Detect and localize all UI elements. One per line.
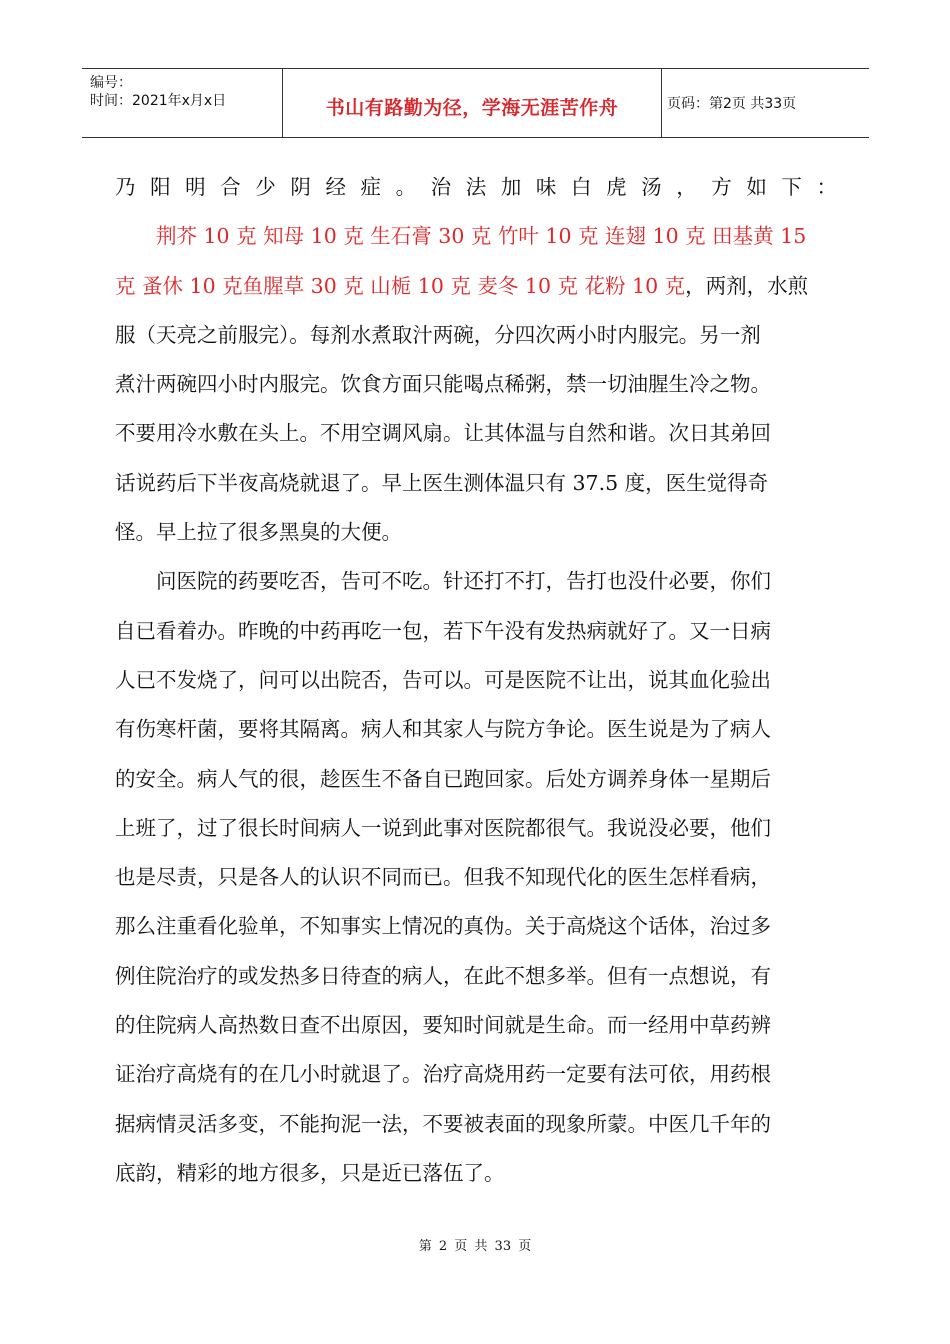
header-page-cell	[661, 69, 869, 137]
text-line: 乃阳明合少阴经症。治法加味白虎汤，方如下：	[115, 175, 837, 199]
text-line: 的安全。病人气的很，趁医生不备自已跑回家。后处方调养身体一星期后	[115, 766, 771, 791]
page-footer: 第 2 页 共 33 页	[418, 1239, 532, 1254]
text-line: 证治疗高烧有的在几小时就退了。治疗高烧用药一定要有法可依，用药根	[115, 1062, 771, 1087]
text-line: 不要用冷水敷在头上。不用空调风扇。让其体温与自然和谐。次日其弟回	[115, 421, 771, 446]
document-date: 时间：2021年x月x日	[90, 93, 227, 109]
text-line: 怪。早上拉了很多黑臭的大便。	[115, 520, 402, 545]
prescription-line: 荆芥 10 克 知母 10 克 生石膏 30 克 竹叶 10 克 连翅 10 克 田基黄 15	[156, 224, 807, 249]
text-line: 的住院病人高热数日查不出原因，要知时间就是生命。而一经用中草药辨	[115, 1013, 771, 1038]
motto: 书山有路勤为径，学海无涯苦作舟	[325, 97, 619, 119]
text-line: 例住院治疗的或发热多日待查的病人，在此不想多举。但有一点想说，有	[115, 963, 771, 988]
page-indicator: 页码：第2页 共33页	[667, 96, 797, 112]
prescription-line	[115, 266, 837, 315]
prescription-instruction: ，两剂，水煎	[685, 273, 809, 298]
text-line: 自已看着办。昨晚的中药再吃一包，若下午没有发热病就好了。又一日病	[115, 618, 771, 643]
text-line: 煮汁两碗四小时内服完。饮食方面只能喝点稀粥，禁一切油腥生冷之物。	[115, 372, 771, 397]
text-line: 人已不发烧了，问可以出院否，告可以。可是医院不让出，说其血化验出	[115, 667, 771, 692]
document-body	[115, 167, 837, 1202]
text-line: 据病情灵活多变，不能拘泥一法，不要被表面的现象所蒙。中医几千年的	[115, 1111, 771, 1136]
header-motto-cell	[282, 69, 662, 137]
text-line: 问医院的药要吃否，告可不吃。针还打不打，告打也没什必要，你们	[156, 569, 771, 594]
text-line: 上班了，过了很长时间病人一说到此事对医院都很气。我说没必要，他们	[115, 815, 771, 840]
text-line: 有伤寒杆菌，要将其隔离。病人和其家人与院方争论。医生说是为了病人	[115, 717, 771, 742]
header-info-cell	[82, 69, 282, 137]
prescription-herbs: 克 蚤休 10 克鱼腥草 30 克 山栀 10 克 麦冬 10 克 花粉 10 克	[115, 273, 686, 298]
text-line: 那么注重看化验单，不知事实上情况的真伪。关于高烧这个话体，治过多	[115, 914, 771, 939]
text-line: 底韵，精彩的地方很多，只是近已落伍了。	[115, 1160, 505, 1185]
text-line: 话说药后下半夜高烧就退了。早上医生测体温只有 37.5 度，医生觉得奇	[115, 470, 769, 495]
text-line: 服（天亮之前服完）。每剂水煮取汁两碗，分四次两小时内服完。另一剂	[115, 322, 761, 347]
page-header	[82, 68, 869, 138]
text-line: 也是尽责，只是各人的认识不同而已。但我不知现代化的医生怎样看病，	[115, 865, 771, 890]
document-number: 编号：	[90, 75, 132, 91]
